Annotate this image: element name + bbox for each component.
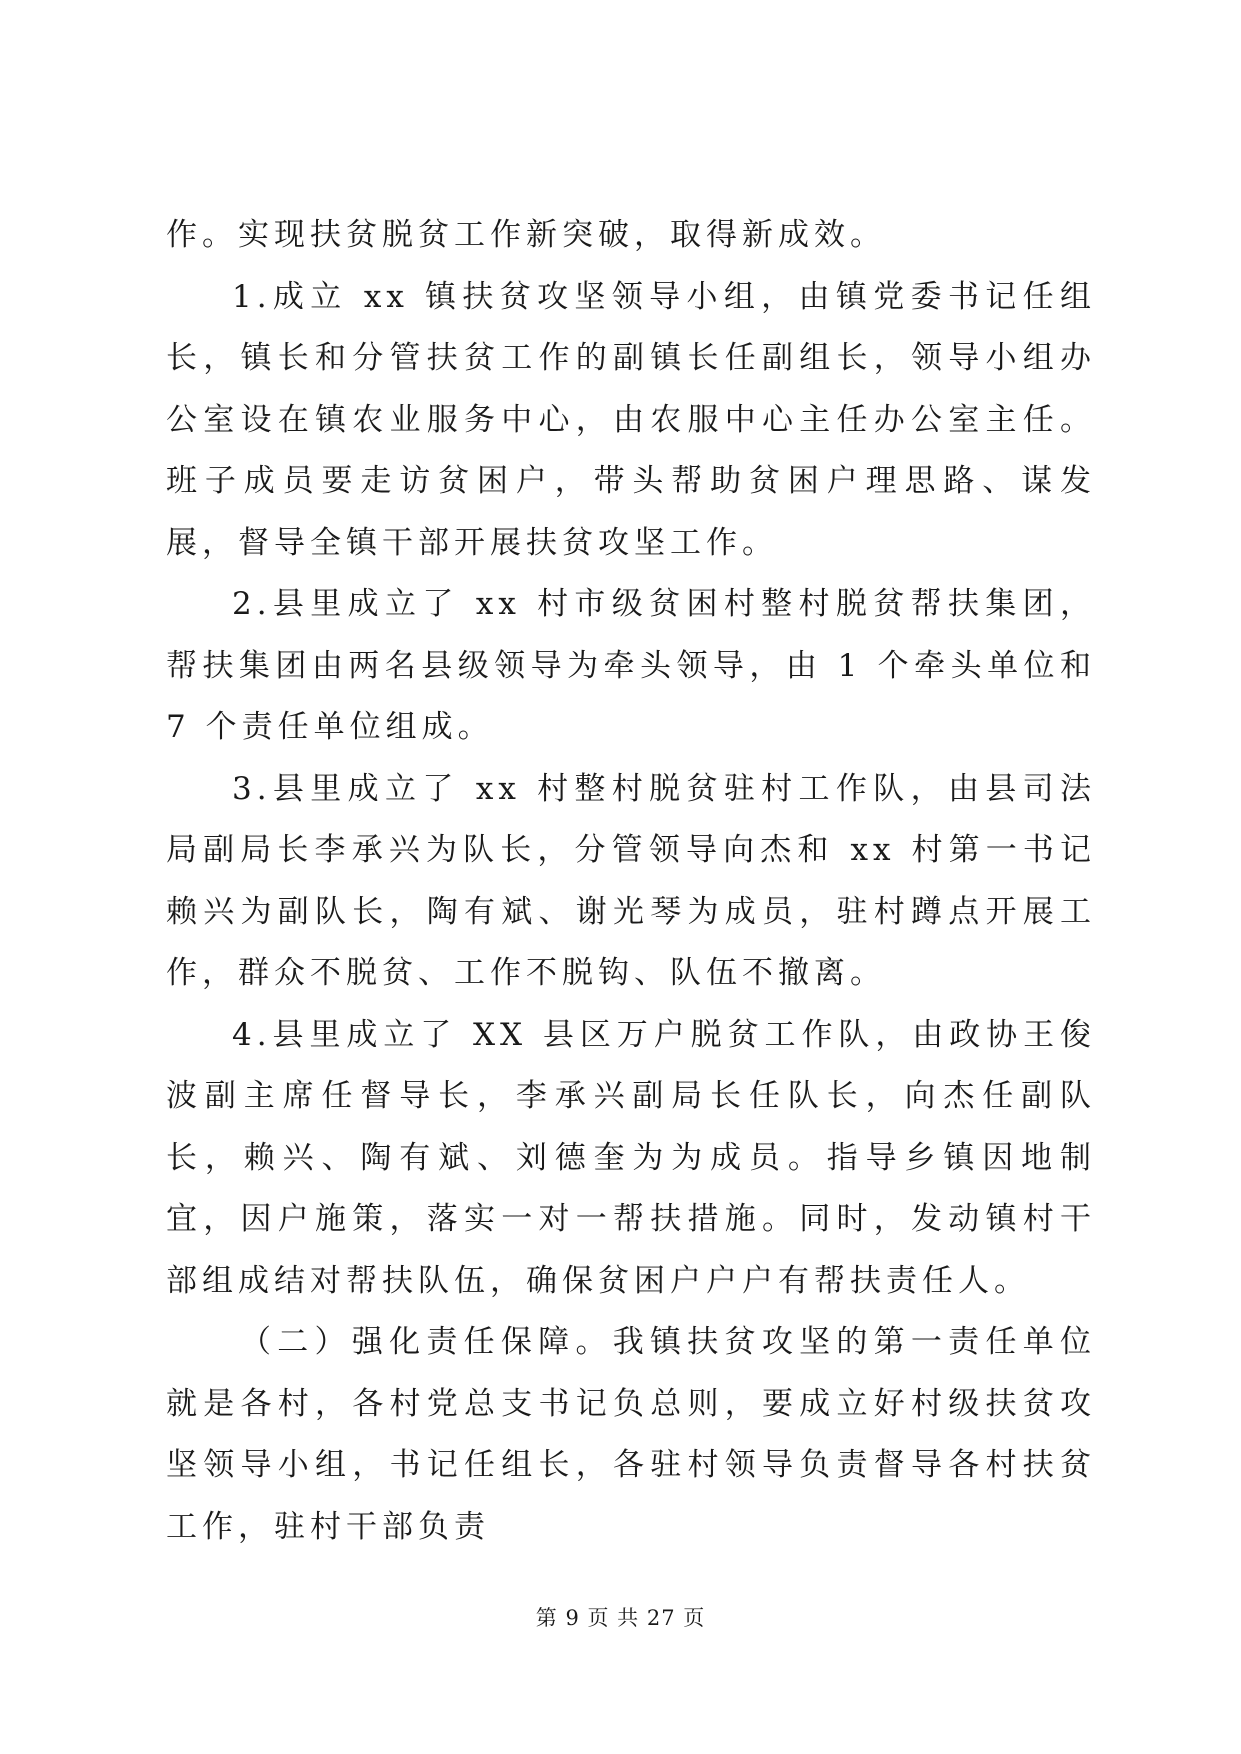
page-number-footer: 第 9 页 共 27 页 <box>535 1606 706 1630</box>
paragraph-continuation: 作。实现扶贫脱贫工作新突破，取得新成效。 <box>166 217 886 253</box>
paragraph-item-3: 3.县里成立了 xx 村整村脱贫驻村工作队，由县司法局副局长李承兴为队长，分管领导向杰和 xx 村第一书记赖兴为副队长，陶有斌、谢光琴为成员，驻村蹲点开展工作，群众不脱贫、工作不脱钩、队伍不撤离。 <box>166 770 1096 991</box>
document-body <box>166 205 1096 1558</box>
paragraph-section-2: （二）强化责任保障。我镇扶贫攻坚的第一责任单位就是各村，各村党总支书记负总则，要成立好村级扶贫攻坚领导小组，书记任组长，各驻村领导负责督导各村扶贫工作，驻村干部负责 <box>166 1324 1096 1545</box>
paragraph-item-2: 2.县里成立了 xx 村市级贫困村整村脱贫帮扶集团，帮扶集团由两名县级领导为牵头领导，由 1 个牵头单位和 7 个责任单位组成。 <box>166 586 1096 745</box>
paragraph-item-4: 4.县里成立了 XX 县区万户脱贫工作队，由政协王俊波副主席任督导长，李承兴副局长任队长，向杰任副队长，赖兴、陶有斌、刘德奎为为成员。指导乡镇因地制宜，因户施策，落实一对一帮扶措施。同时，发动镇村干部组成结对帮扶队伍，确保贫困户户户有帮扶责任人。 <box>166 1016 1096 1299</box>
paragraph-item-1: 1.成立 xx 镇扶贫攻坚领导小组，由镇党委书记任组长，镇长和分管扶贫工作的副镇长任副组长，领导小组办公室设在镇农业服务中心，由农服中心主任办公室主任。班子成员要走访贫困户，带头帮助贫困户理思路、谋发展，督导全镇干部开展扶贫攻坚工作。 <box>166 278 1096 561</box>
